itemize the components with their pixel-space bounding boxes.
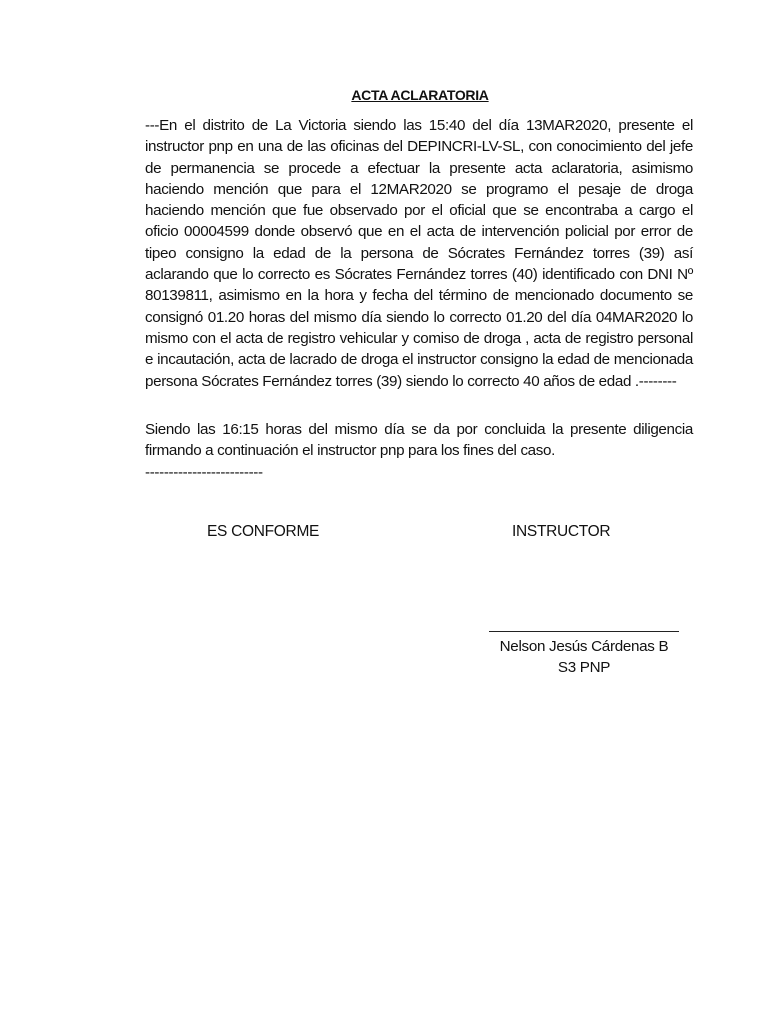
signer-name: Nelson Jesús Cárdenas B: [499, 638, 669, 655]
paragraph-closing: [145, 419, 693, 483]
paragraph-closing-text: Siendo las 16:15 horas del mismo día se da por concluida la presente diligencia firmando a continuación el instructor pnp para los fines del caso.: [145, 421, 693, 460]
es-conforme-label: ES CONFORME: [207, 523, 320, 540]
paragraph-main: ---En el distrito de La Victoria siendo las 15:40 del día 13MAR2020, presente el instructor pnp en una de las oficinas del DEPINCRI-LV-SL, con conocimiento del jefe de permanencia se procede a efectuar la presente acta aclaratoria, asimismo haciendo mención que para el 12MAR2020 se programo el pesaje de droga haciendo mención que fue observado por el oficial que se encontraba a cargo el oficio 00004599 donde observó que en el acta de intervención policial por error de tipeo consigno la edad de la persona de Sócrates Fernández torres (39) así aclarando que lo correcto es Sócrates Fernández torres (40) identificado con DNI Nº 80139811, asimismo en la hora y fecha del término de mencionado documento se consignó 01.20 horas del mismo día siendo lo correcto 01.20 del día 04MAR2020 lo mismo con el acta de registro vehicular y comiso de droga , acta de registro personal e incautación, acta de lacrado de droga el instructor consigno la edad de mencionada persona Sócrates Fernández torres (39) siendo lo correcto 40 años de edad .--------: [145, 117, 693, 390]
instructor-label: INSTRUCTOR: [512, 523, 611, 540]
signature-line: [489, 631, 679, 632]
signer-block: [420, 636, 748, 678]
closing-dashes: -------------------------: [145, 463, 263, 481]
document-title: ACTA ACLARATORIA: [351, 87, 489, 103]
signer-rank: S3 PNP: [557, 659, 611, 676]
